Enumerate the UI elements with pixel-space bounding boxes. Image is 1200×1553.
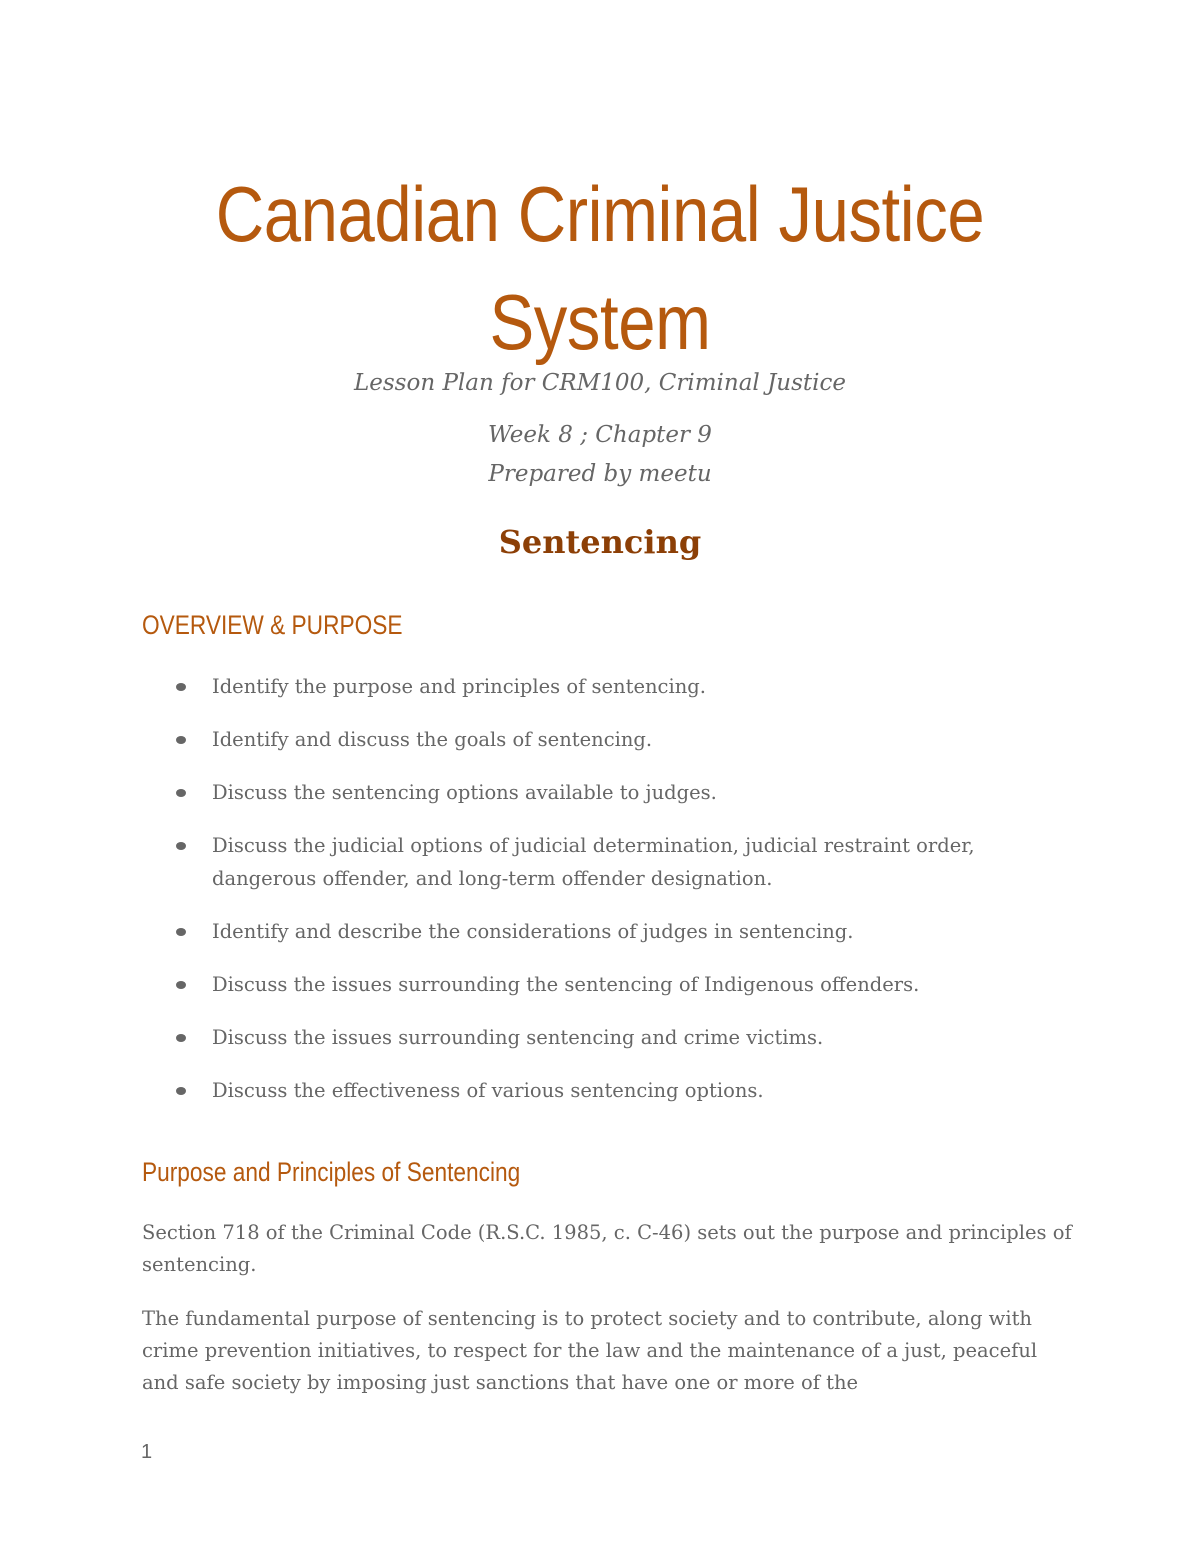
bullet-icon	[176, 1034, 186, 1042]
overview-bullet-list	[142, 670, 1062, 1127]
document-title: Canadian Criminal Justice System	[215, 170, 985, 366]
list-item-text: Discuss the judicial options of judicial determination, judicial restraint order, dangerous offender, and long-term offender designation.	[212, 834, 975, 890]
list-item	[142, 776, 1062, 809]
list-item	[142, 1021, 1062, 1054]
list-item	[142, 829, 1062, 895]
lesson-plan-subtitle: Lesson Plan for CRM100, Criminal Justice	[353, 370, 847, 396]
list-item	[142, 723, 1062, 756]
list-item-text: Discuss the issues surrounding the sentencing of Indigenous offenders.	[212, 973, 920, 996]
bullet-icon	[176, 789, 186, 797]
list-item-text: Identify and discuss the goals of sentencing.	[212, 728, 653, 751]
list-item-text: Identify and describe the considerations of judges in sentencing.	[212, 920, 854, 943]
bullet-icon	[176, 981, 186, 989]
body-paragraph: The fundamental purpose of sentencing is to protect society and to contribute, along with crime prevention initiatives, to respect for the law and the maintenance of a just, peaceful and safe society by imposing just sanctions that have one or more of the	[142, 1307, 1038, 1394]
bullet-icon	[176, 928, 186, 936]
overview-heading: OVERVIEW & PURPOSE	[142, 610, 403, 640]
list-item-text: Identify the purpose and principles of sentencing.	[212, 675, 706, 698]
section-title: Sentencing	[498, 523, 702, 561]
bullet-icon	[176, 1087, 186, 1095]
bullet-icon	[176, 842, 186, 850]
list-item-text: Discuss the sentencing options available to judges.	[212, 781, 717, 804]
list-item	[142, 670, 1062, 703]
list-item	[142, 915, 1062, 948]
list-item	[142, 968, 1062, 1001]
list-item	[142, 1074, 1062, 1107]
body-paragraph: Section 718 of the Criminal Code (R.S.C. 1985, c. C-46) sets out the purpose and principles of sentencing.	[142, 1221, 1072, 1276]
prepared-by-line: Prepared by meetu	[488, 461, 712, 487]
list-item-text: Discuss the effectiveness of various sentencing options.	[212, 1079, 764, 1102]
bullet-icon	[176, 683, 186, 691]
purpose-principles-heading: Purpose and Principles of Sentencing	[142, 1157, 521, 1187]
page-number: 1	[141, 1441, 153, 1463]
week-chapter-line: Week 8 ; Chapter 9	[488, 422, 712, 448]
bullet-icon	[176, 736, 186, 744]
list-item-text: Discuss the issues surrounding sentencing and crime victims.	[212, 1026, 824, 1049]
